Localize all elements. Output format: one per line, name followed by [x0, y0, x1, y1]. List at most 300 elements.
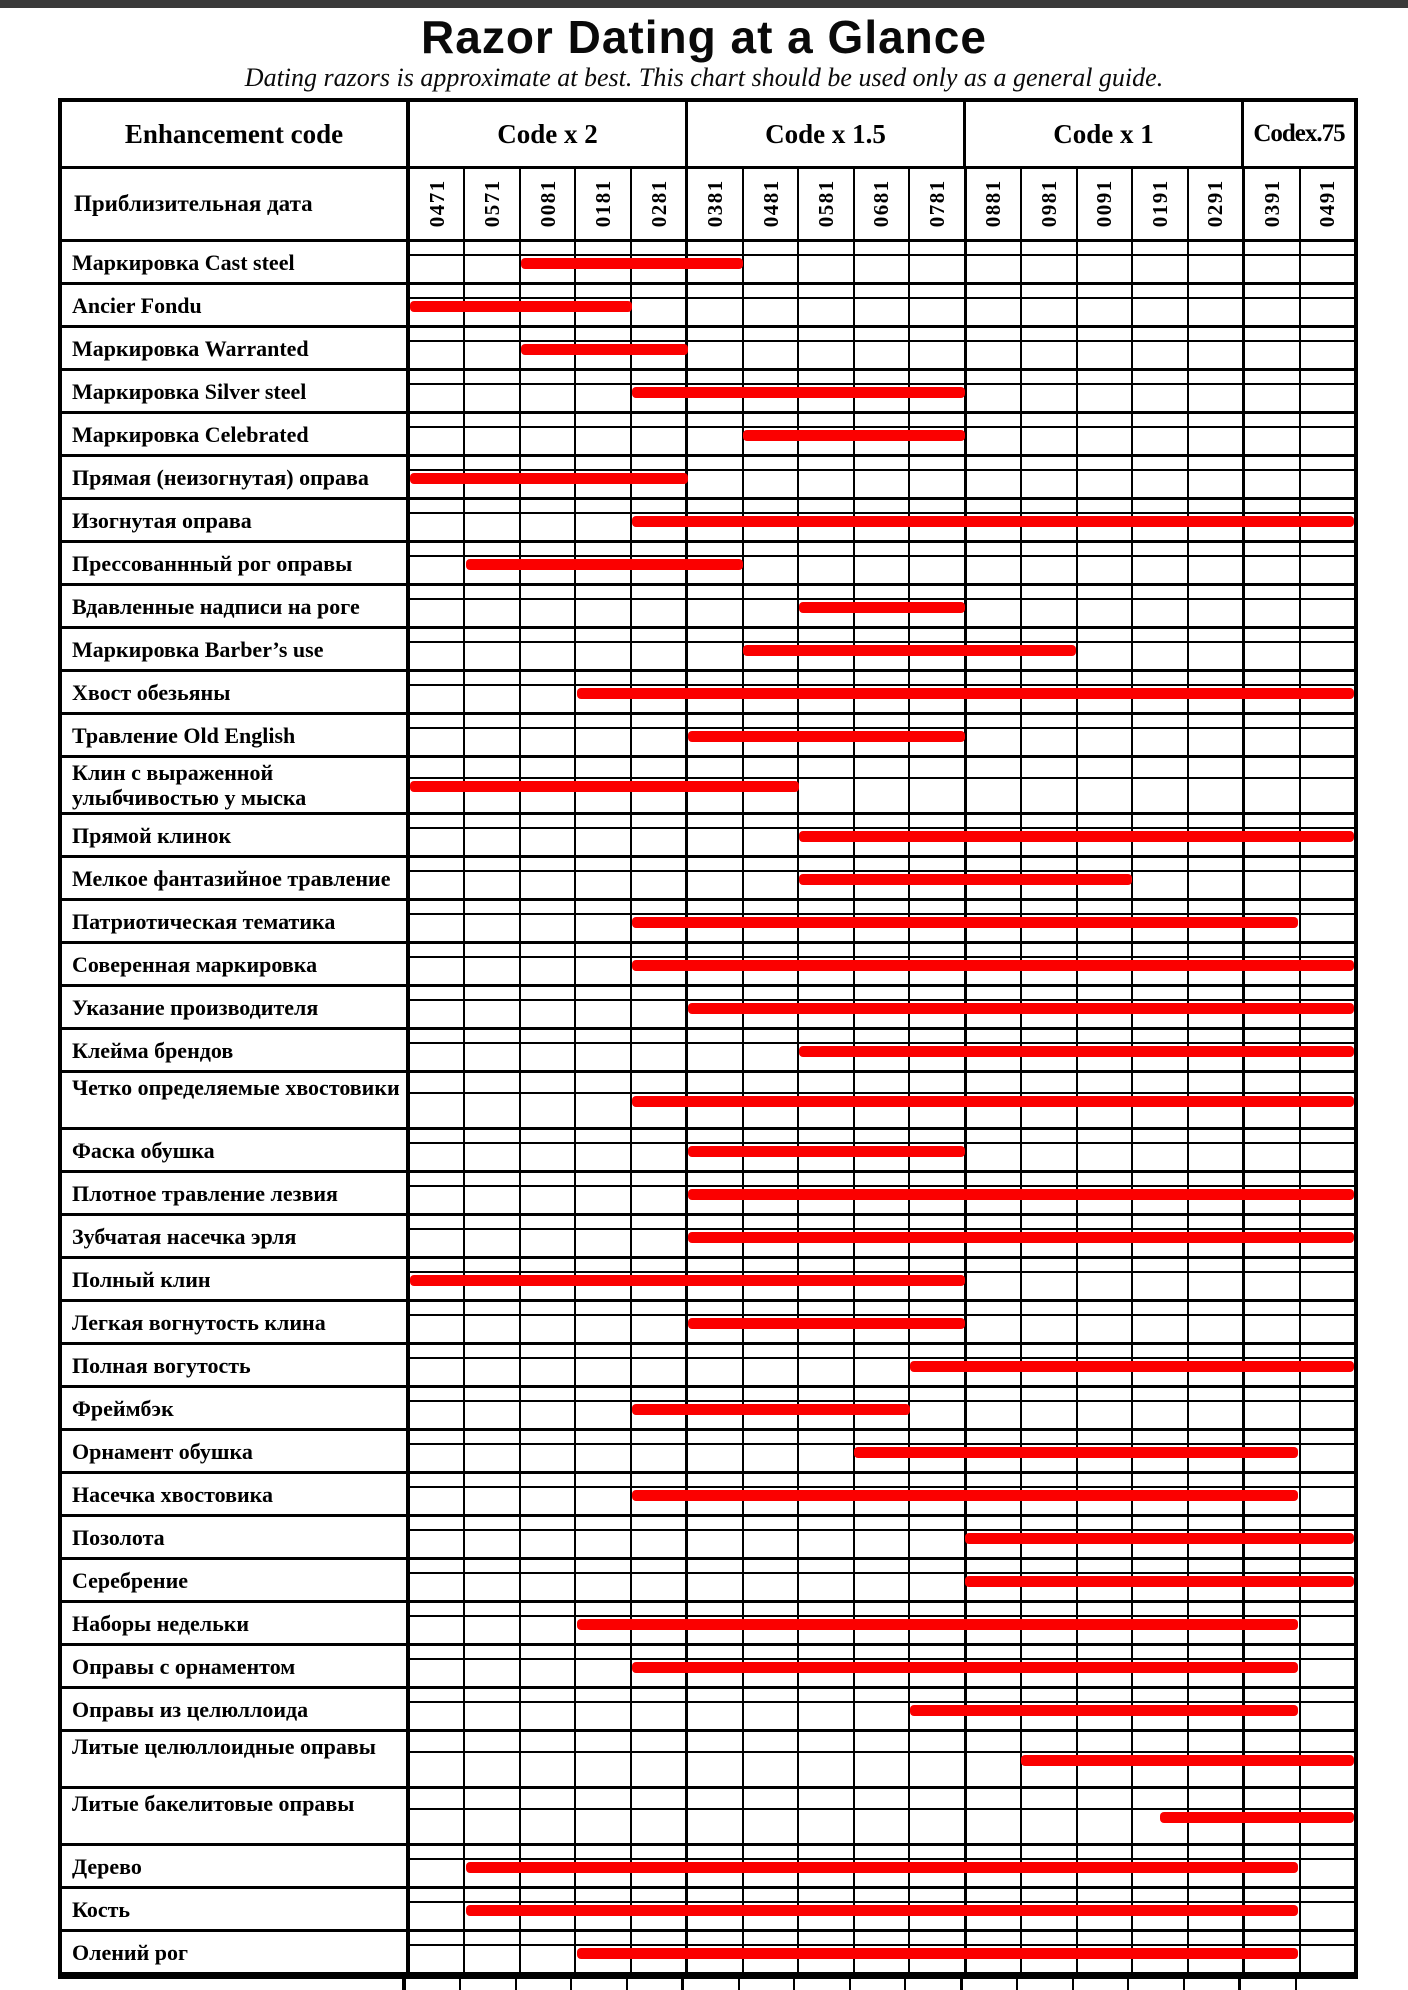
year-cell: [1076, 328, 1131, 368]
page-title: Razor Dating at a Glance: [421, 11, 987, 63]
year-cell: [410, 586, 463, 626]
year-cell: [1076, 1388, 1131, 1428]
year-cell: [1131, 371, 1186, 411]
year-cell: [1020, 1302, 1075, 1342]
row-midline: [410, 1572, 1354, 1574]
row-midline: [410, 383, 1354, 385]
year-cell: [463, 328, 518, 368]
year-cell: [463, 1689, 518, 1729]
feature-label: Оправы с орнаментом: [62, 1646, 410, 1686]
year-cell: [574, 1216, 629, 1256]
row-midline: [410, 1042, 1354, 1044]
year-cell: [853, 328, 908, 368]
row-midline: [410, 999, 1354, 1001]
year-cell: [463, 1345, 518, 1385]
year-cell: [853, 1345, 908, 1385]
year-cell: [1187, 715, 1242, 755]
feature-grid: [410, 1130, 1354, 1170]
year-cell: [1187, 242, 1242, 282]
feature-label: Прямой клинок: [62, 815, 410, 855]
year-cell: [463, 1302, 518, 1342]
row-midline: [410, 1615, 1354, 1617]
year-cell: [1131, 1302, 1186, 1342]
year-cell: [630, 1732, 685, 1786]
feature-label: Кость: [62, 1889, 410, 1929]
year-cell: [797, 285, 852, 325]
year-cell: [1299, 1474, 1354, 1514]
feature-label: Плотное травление лезвия: [62, 1173, 410, 1213]
feature-row: [62, 1517, 1354, 1560]
year-cell: [519, 1431, 574, 1471]
year-cell: [574, 371, 629, 411]
year-cell: [1020, 414, 1075, 454]
year-cell: [685, 1517, 741, 1557]
row-midline: [410, 254, 1354, 256]
feature-row: [62, 629, 1354, 672]
year-tick: 1 7 4 0: [424, 180, 449, 228]
feature-row: [62, 1846, 1354, 1889]
year-cell: [463, 1560, 518, 1600]
year-cell: [410, 1603, 463, 1643]
year-cell: [630, 586, 685, 626]
year-cell: [410, 815, 463, 855]
year-cell: [1020, 543, 1075, 583]
year-cell: [908, 1789, 963, 1843]
year-cell: [410, 1474, 463, 1514]
year-cell: [519, 1216, 574, 1256]
year-cell: [463, 672, 518, 712]
year-cell: [463, 987, 518, 1027]
feature-grid: [410, 543, 1354, 583]
year-cell: [519, 1173, 574, 1213]
year-cell: [1076, 715, 1131, 755]
year-cell: [1187, 1259, 1242, 1299]
year-cell: [742, 242, 797, 282]
year-cell: [463, 944, 518, 984]
year-cell: [908, 543, 963, 583]
year-cell: [1295, 1979, 1350, 1990]
year-cell: [853, 242, 908, 282]
feature-label: Маркировка Warranted: [62, 328, 410, 368]
cut-off-bottom-row: [58, 1979, 1350, 1990]
year-cell: [630, 285, 685, 325]
year-cell: [1020, 758, 1075, 812]
year-cell: [853, 543, 908, 583]
feature-grid: [410, 1216, 1354, 1256]
year-cell: [1242, 1259, 1298, 1299]
year-cell: [742, 586, 797, 626]
feature-grid: [410, 500, 1354, 540]
year-cell: [908, 1517, 963, 1557]
year-cell: [410, 1789, 463, 1843]
feature-grid: [410, 1073, 1354, 1127]
year-cell: [1076, 586, 1131, 626]
year-cell: [1187, 758, 1242, 812]
year-cell: [463, 1388, 518, 1428]
year-cell: [410, 1932, 463, 1972]
year-cell: [1187, 1302, 1242, 1342]
feature-label: Маркировка Celebrated: [62, 414, 410, 454]
year-cell: [1131, 543, 1186, 583]
year-cell: [1299, 242, 1354, 282]
row-midline: [410, 827, 1354, 829]
feature-row: [62, 1216, 1354, 1259]
year-cell: [797, 1732, 852, 1786]
feature-row: [62, 285, 1354, 328]
year-cell: [1131, 629, 1186, 669]
date-range-bar: [521, 258, 743, 269]
feature-row: [62, 815, 1354, 858]
year-cell: [519, 629, 574, 669]
year-cells: [410, 169, 1354, 239]
year-cell: [908, 457, 963, 497]
year-cell: [742, 1517, 797, 1557]
date-range-bar: [688, 1003, 1354, 1014]
date-range-bar: [799, 874, 1132, 885]
date-range-bar: [410, 781, 799, 792]
code-group-header: Code x 1: [963, 102, 1241, 166]
year-cell: [742, 1732, 797, 1786]
year-cell: [630, 815, 685, 855]
year-cell: [630, 1302, 685, 1342]
feature-row: [62, 457, 1354, 500]
year-cell: [463, 1030, 518, 1070]
year-cell: [463, 858, 518, 898]
row-midline: [410, 426, 1354, 428]
row-midline: [410, 297, 1354, 299]
date-range-bar: [799, 602, 966, 613]
date-range-bar: [910, 1705, 1299, 1716]
year-tick: 1 8 6 0: [853, 169, 908, 239]
year-cell: [630, 1789, 685, 1843]
year-cell: [1187, 543, 1242, 583]
year-cell: [1187, 371, 1242, 411]
feature-row: [62, 1603, 1354, 1646]
feature-label: Дерево: [62, 1846, 410, 1886]
year-cell: [515, 1979, 570, 1990]
date-range-bar: [410, 1275, 965, 1286]
feature-row: [62, 1732, 1354, 1789]
year-cell: [630, 1431, 685, 1471]
feature-row: [62, 901, 1354, 944]
feature-row: [62, 1259, 1354, 1302]
year-cell: [964, 1302, 1020, 1342]
year-cell: [463, 815, 518, 855]
year-cell: [1076, 242, 1131, 282]
year-cell: [1242, 858, 1298, 898]
code-group-cells: [410, 102, 1354, 166]
year-cell: [463, 242, 518, 282]
feature-row: [62, 1932, 1354, 1975]
date-row-label: Приблизительная дата: [62, 169, 410, 239]
feature-grid: [410, 1560, 1354, 1600]
feature-grid: [410, 1030, 1354, 1070]
feature-grid: [410, 858, 1354, 898]
year-cell: [685, 285, 741, 325]
year-cell: [519, 715, 574, 755]
row-midline: [410, 1701, 1354, 1703]
feature-label: Зубчатая насечка эрля: [62, 1216, 410, 1256]
row-midline: [410, 1185, 1354, 1187]
year-cell: [1299, 285, 1354, 325]
feature-grid: [410, 1646, 1354, 1686]
year-cell: [574, 1431, 629, 1471]
feature-grid: [410, 1689, 1354, 1729]
feature-label: Литые целюллоидные оправы: [62, 1732, 410, 1786]
row-midline: [410, 598, 1354, 600]
year-cell: [738, 1979, 793, 1990]
year-cell: [1020, 1130, 1075, 1170]
year-cell: [519, 987, 574, 1027]
year-cell: [853, 457, 908, 497]
feature-label: Соверенная маркировка: [62, 944, 410, 984]
year-cell: [630, 414, 685, 454]
feature-grid: [410, 672, 1354, 712]
year-cell: [519, 1689, 574, 1729]
year-cell: [797, 543, 852, 583]
year-cell: [1299, 1388, 1354, 1428]
feature-grid: [410, 1173, 1354, 1213]
year-cell: [681, 1979, 737, 1990]
row-midline: [410, 1858, 1354, 1860]
year-cell: [1131, 758, 1186, 812]
feature-label: Позолота: [62, 1517, 410, 1557]
feature-row: [62, 1560, 1354, 1603]
date-range-bar: [965, 1533, 1354, 1544]
year-cell: [410, 500, 463, 540]
feature-label: Четко определяемые хвостовики: [62, 1073, 410, 1127]
year-cell: [685, 629, 741, 669]
year-cell: [1187, 328, 1242, 368]
feature-label: Мелкое фантазийное травление: [62, 858, 410, 898]
year-tick: 1 8 4 0: [742, 169, 797, 239]
year-cell: [1076, 1259, 1131, 1299]
row-midline: [410, 1092, 1354, 1094]
page-subtitle: Dating razors is approximate at best. This chart should be used only as a general guide.: [244, 63, 1164, 92]
year-cell: [685, 414, 741, 454]
year-cell: [519, 371, 574, 411]
feature-label: Изогнутая оправа: [62, 500, 410, 540]
feature-row: [62, 1030, 1354, 1073]
year-cell: [1187, 858, 1242, 898]
year-tick: 1 9 1 0: [1131, 169, 1186, 239]
year-cell: [908, 1388, 963, 1428]
year-cell: [853, 1732, 908, 1786]
year-cell: [964, 457, 1020, 497]
year-cell: [463, 371, 518, 411]
row-midline: [410, 1142, 1354, 1144]
feature-label: Фреймбэк: [62, 1388, 410, 1428]
date-range-bar: [632, 1490, 1298, 1501]
year-tick: 1 8 8 0: [964, 169, 1020, 239]
year-cell: [410, 1173, 463, 1213]
year-cell: [1020, 328, 1075, 368]
year-cell: [630, 1130, 685, 1170]
year-cell: [1016, 1979, 1071, 1990]
feature-row: [62, 1130, 1354, 1173]
date-range-bar: [1021, 1755, 1354, 1766]
year-cell: [519, 1302, 574, 1342]
feature-label: Травление Old English: [62, 715, 410, 755]
year-cell: [1076, 1789, 1131, 1843]
year-cell: [797, 457, 852, 497]
row-midline: [410, 1808, 1354, 1810]
year-cell: [410, 1388, 463, 1428]
feature-label: Оправы из целюллоида: [62, 1689, 410, 1729]
year-cell: [742, 328, 797, 368]
row-midline: [410, 1443, 1354, 1445]
year-cell: [960, 1979, 1016, 1990]
year-cell: [742, 1030, 797, 1070]
year-cell: [1299, 1932, 1354, 1972]
year-cell: [1020, 285, 1075, 325]
year-cell: [574, 1302, 629, 1342]
year-cell: [685, 1030, 741, 1070]
feature-grid: [410, 1789, 1354, 1843]
year-cell: [797, 1517, 852, 1557]
feature-label: Хвост обезьяны: [62, 672, 410, 712]
year-cell: [797, 1689, 852, 1729]
year-cell: [1299, 414, 1354, 454]
year-cell: [1187, 414, 1242, 454]
year-cell: [853, 758, 908, 812]
year-cell: [410, 715, 463, 755]
year-cell: [964, 1388, 1020, 1428]
year-cell: [410, 944, 463, 984]
feature-grid: [410, 1302, 1354, 1342]
year-cell: [574, 1474, 629, 1514]
enhancement-code-header: Enhancement code: [62, 102, 410, 166]
year-cell: [685, 858, 741, 898]
date-range-bar: [466, 559, 744, 570]
row-midline: [410, 727, 1354, 729]
year-cell: [410, 1889, 463, 1929]
date-range-bar: [632, 917, 1298, 928]
date-range-bar: [910, 1361, 1354, 1372]
year-cell: [410, 1216, 463, 1256]
year-cell: [797, 328, 852, 368]
feature-row: [62, 1302, 1354, 1345]
year-cell: [630, 1517, 685, 1557]
year-cell: [410, 987, 463, 1027]
feature-grid: [410, 1474, 1354, 1514]
feature-label: Ancier Fondu: [62, 285, 410, 325]
year-tick: 1 8 0 0: [519, 169, 574, 239]
date-range-bar: [632, 1096, 1354, 1107]
year-cell: [630, 1560, 685, 1600]
year-cell: [1183, 1979, 1238, 1990]
year-cell: [574, 586, 629, 626]
year-cell: [406, 1979, 459, 1990]
year-cell: [904, 1979, 959, 1990]
year-cell: [853, 1789, 908, 1843]
feature-row: [62, 586, 1354, 629]
year-cell: [630, 1173, 685, 1213]
year-cell: [1187, 1130, 1242, 1170]
date-range-bar: [632, 1662, 1298, 1673]
year-cell: [574, 1732, 629, 1786]
feature-row: [62, 328, 1354, 371]
feature-label: Фаска обушка: [62, 1130, 410, 1170]
year-cell: [1131, 1259, 1186, 1299]
year-cell: [463, 1789, 518, 1843]
year-cell: [1242, 629, 1298, 669]
year-cell: [1242, 1388, 1298, 1428]
year-cell: [1072, 1979, 1127, 1990]
year-cell: [964, 1130, 1020, 1170]
date-range-bar: [688, 1189, 1354, 1200]
feature-row: [62, 414, 1354, 457]
year-cell: [1127, 1979, 1182, 1990]
year-cell: [1131, 1388, 1186, 1428]
year-cell: [1131, 858, 1186, 898]
year-cell: [463, 629, 518, 669]
year-cell: [1131, 586, 1186, 626]
year-cell: [742, 1689, 797, 1729]
year-cell: [463, 1646, 518, 1686]
row-midline: [410, 684, 1354, 686]
year-cell: [1299, 1889, 1354, 1929]
year-cell: [1299, 629, 1354, 669]
year-cell: [742, 1345, 797, 1385]
row-midline: [410, 1271, 1354, 1273]
year-cell: [793, 1979, 848, 1990]
year-cell: [519, 1932, 574, 1972]
year-cell: [1242, 242, 1298, 282]
year-cell: [519, 1130, 574, 1170]
year-cell: [1187, 285, 1242, 325]
year-cell: [1187, 1388, 1242, 1428]
year-cell: [1299, 1259, 1354, 1299]
year-cell: [463, 715, 518, 755]
date-range-bar: [632, 387, 965, 398]
row-midline: [410, 512, 1354, 514]
feature-label: Клин с выраженной улыбчивостью у мыска: [62, 758, 410, 812]
year-cell: [1242, 328, 1298, 368]
year-cell: [1076, 543, 1131, 583]
year-cell: [519, 500, 574, 540]
year-cell: [410, 1646, 463, 1686]
feature-row: [62, 1474, 1354, 1517]
year-cell: [1299, 1646, 1354, 1686]
feature-grid: [410, 1932, 1354, 1972]
year-cell: [519, 1732, 574, 1786]
year-cell: [574, 987, 629, 1027]
year-cell: [853, 1517, 908, 1557]
year-cell: [519, 1474, 574, 1514]
year-cell: [463, 1130, 518, 1170]
year-cell: [574, 1789, 629, 1843]
year-cell: [410, 672, 463, 712]
year-cell: [685, 1732, 741, 1786]
year-tick: 1 8 9 0: [1020, 169, 1075, 239]
year-cell: [463, 1603, 518, 1643]
feature-grid: [410, 815, 1354, 855]
feature-row: [62, 1431, 1354, 1474]
feature-grid: [410, 1517, 1354, 1557]
year-cell: [410, 901, 463, 941]
feature-row: [62, 715, 1354, 758]
year-cell: [519, 1560, 574, 1600]
year-cell: [410, 1431, 463, 1471]
year-cell: [410, 858, 463, 898]
year-cell: [410, 543, 463, 583]
date-range-bar: [577, 1948, 1299, 1959]
year-cell: [1238, 1979, 1294, 1990]
year-cell: [1020, 242, 1075, 282]
year-cell: [410, 1073, 463, 1127]
year-cell: [685, 1560, 741, 1600]
